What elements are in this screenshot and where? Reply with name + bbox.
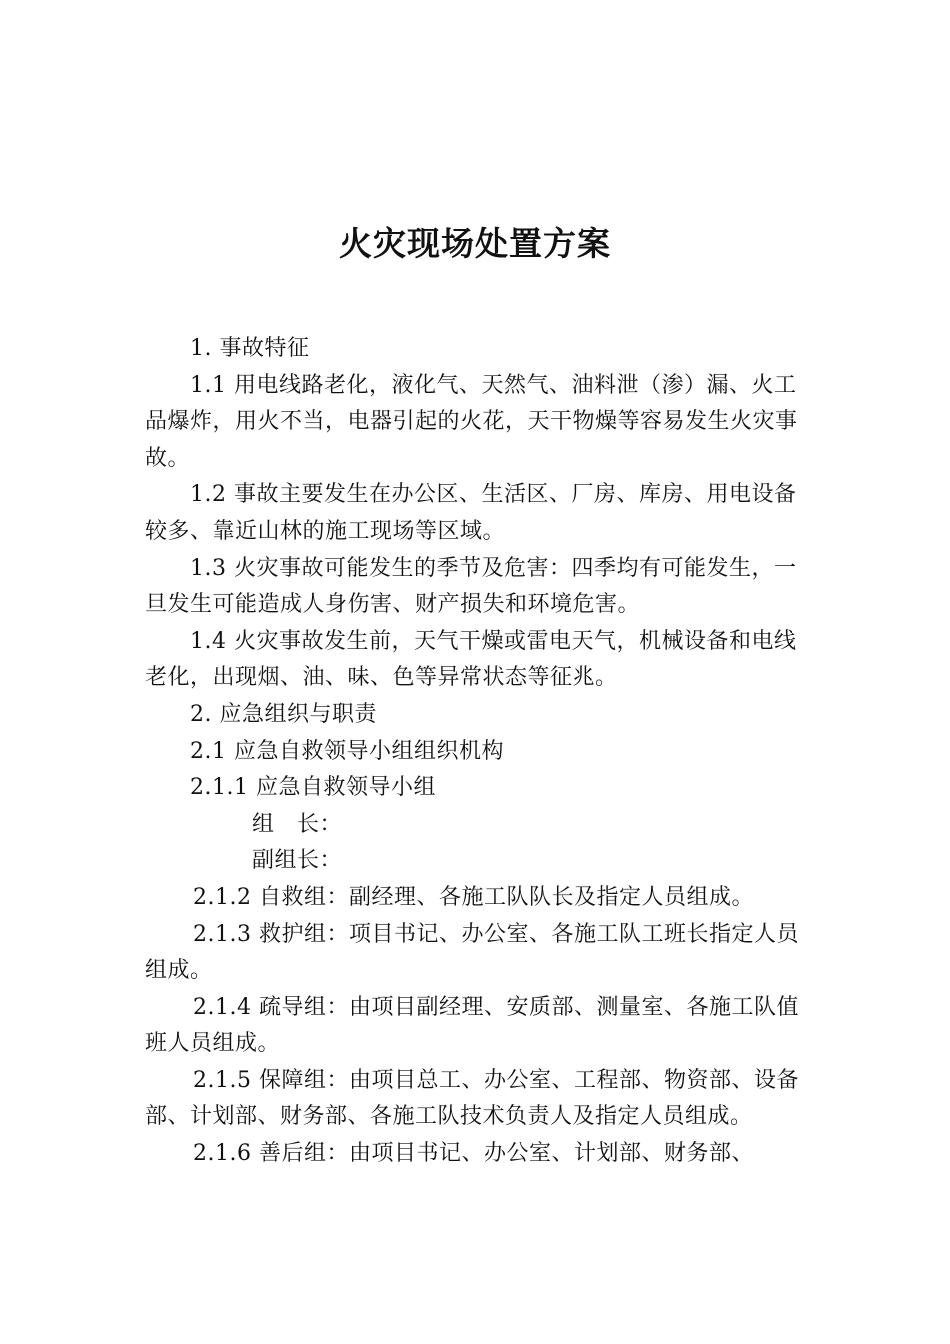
group-leader-line: 组 长：	[252, 811, 343, 837]
paragraph-1-4: 1.4 火灾事故发生前，天气干燥或雷电天气，机械设备和电线老化，出现烟、油、味、色等异常状态等征兆。	[145, 628, 797, 691]
document-body	[145, 331, 815, 1173]
paragraph-2-1-6: 2.1.6 善后组：由项目书记、办公室、计划部、财务部、	[193, 1141, 754, 1167]
section-heading-1: 1. 事故特征	[190, 336, 310, 361]
paragraph-1-1: 1.1 用电线路老化，液化气、天然气、油料泄（渗）漏、火工品爆炸，用火不当，电器引起的火花，天干物燥等容易发生火灾事故。	[145, 372, 798, 471]
paragraph-1-3: 1.3 火灾事故可能发生的季节及危害：四季均有可能发生，一旦发生可能造成人身伤害、财产损失和环境危害。	[145, 555, 797, 618]
paragraph-2-1: 2.1 应急自救领导小组组织机构	[190, 738, 504, 764]
paragraph-2-1-4: 2.1.4 疏导组：由项目副经理、安质部、测量室、各施工队值班人员组成。	[145, 994, 799, 1057]
paragraph-2-1-2: 2.1.2 自救组：副经理、各施工队队长及指定人员组成。	[193, 884, 754, 910]
paragraph-2-1-1: 2.1.1 应急自救领导小组	[190, 775, 436, 801]
paragraph-2-1-3: 2.1.3 救护组：项目书记、办公室、各施工队工班长指定人员组成。	[145, 921, 799, 984]
deputy-leader-line: 副组长：	[252, 848, 343, 874]
document-title: 火灾现场处置方案	[339, 224, 611, 263]
section-heading-2: 2. 应急组织与职责	[190, 701, 377, 727]
paragraph-2-1-5: 2.1.5 保障组：由项目总工、办公室、工程部、物资部、设备部、计划部、财务部、各施工队技术负责人及指定人员组成。	[145, 1067, 799, 1130]
paragraph-1-2: 1.2 事故主要发生在办公区、生活区、厂房、库房、用电设备较多、靠近山林的施工现场等区域。	[145, 482, 797, 544]
